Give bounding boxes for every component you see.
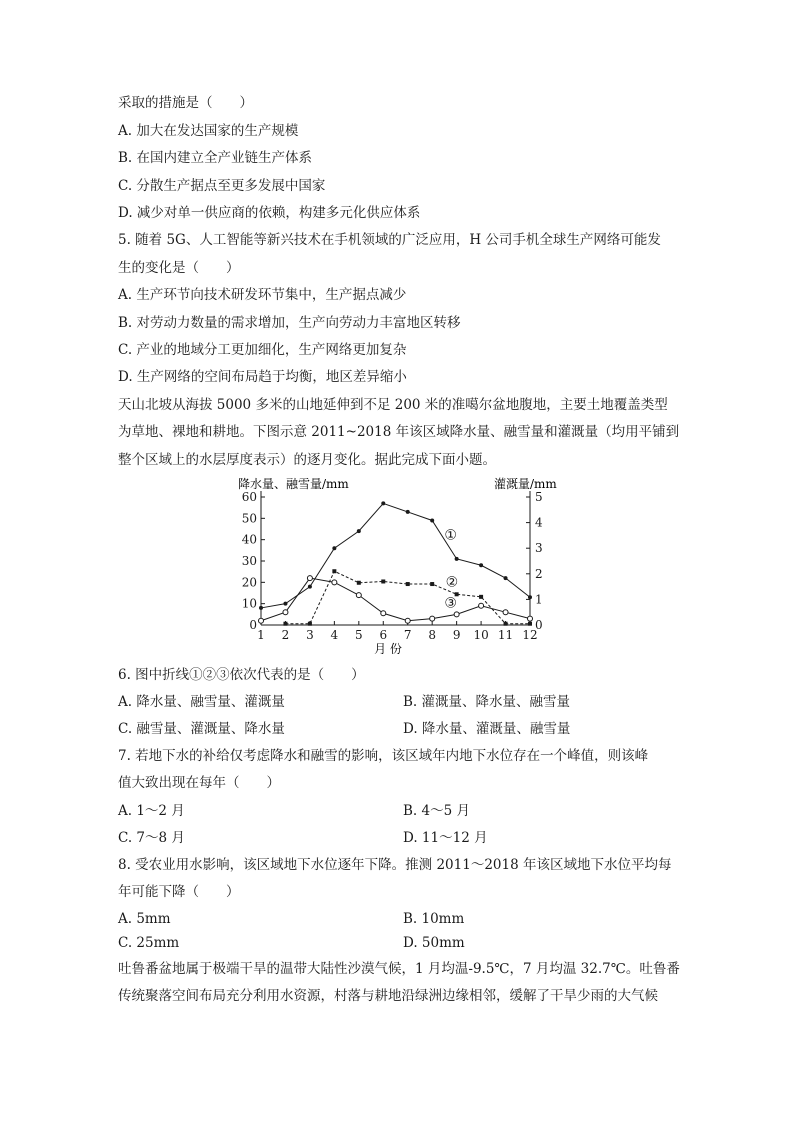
data-point bbox=[332, 546, 336, 550]
q5-option-a: A. 生产环节向技术研发环节集中，生产据点减少 bbox=[118, 287, 407, 303]
q6-option-c: C. 融雪量、灌溉量、降水量 bbox=[118, 721, 285, 737]
data-point bbox=[455, 557, 459, 561]
x-tick-label: 6 bbox=[379, 628, 388, 642]
q4-option-b: B. 在国内建立全产业链生产体系 bbox=[118, 150, 313, 166]
data-point bbox=[307, 576, 312, 581]
q6-option-b: B. 灌溉量、降水量、融雪量 bbox=[403, 694, 571, 710]
x-tick-label: 12 bbox=[522, 628, 538, 642]
data-point bbox=[504, 576, 508, 580]
x-axis-label: 月 份 bbox=[374, 642, 402, 656]
series-label: ① bbox=[444, 527, 457, 544]
x-tick-label: 5 bbox=[354, 628, 363, 642]
q5-option-c: C. 产业的地域分工更加细化，生产网络更加复杂 bbox=[118, 342, 407, 358]
data-point bbox=[308, 622, 312, 626]
y2-tick-label: 2 bbox=[535, 566, 543, 581]
data-point bbox=[479, 595, 483, 599]
data-point bbox=[259, 606, 263, 610]
q8-option-a: A. 5mm bbox=[118, 911, 171, 927]
series-line bbox=[261, 503, 530, 608]
q5-stem-line2: 生的变化是（ ） bbox=[118, 260, 240, 276]
x-tick-label: 10 bbox=[473, 628, 489, 642]
x-tick-label: 3 bbox=[306, 628, 314, 642]
data-point bbox=[357, 529, 361, 533]
q6-stem: 6. 图中折线①②③依次代表的是（ ） bbox=[118, 667, 365, 683]
intro-line3: 整个区域上的水层厚度表示）的逐月变化。据此完成下面小题。 bbox=[118, 452, 496, 468]
data-point bbox=[381, 611, 386, 616]
y2-tick-label: 4 bbox=[535, 515, 543, 530]
data-point bbox=[332, 580, 337, 585]
data-point bbox=[406, 510, 410, 514]
y2-tick-label: 5 bbox=[535, 490, 543, 504]
q5-option-b: B. 对劳动力数量的需求增加，生产向劳动力丰富地区转移 bbox=[118, 315, 461, 331]
data-point bbox=[357, 581, 361, 585]
data-point bbox=[430, 582, 434, 586]
chart-ticks bbox=[242, 490, 543, 642]
q7-stem-line2: 值大致出现在每年（ ） bbox=[118, 775, 280, 791]
data-point bbox=[283, 602, 287, 606]
data-point bbox=[528, 616, 533, 621]
y2-tick-label: 1 bbox=[535, 592, 543, 607]
data-point bbox=[503, 610, 508, 615]
x-tick-label: 4 bbox=[330, 628, 339, 642]
x-tick-label: 1 bbox=[257, 628, 265, 642]
data-point bbox=[405, 618, 410, 623]
q4-option-c: C. 分散生产据点至更多发展中国家 bbox=[118, 178, 326, 194]
x-tick-label: 8 bbox=[428, 628, 437, 642]
y-tick-label: 50 bbox=[241, 511, 257, 526]
y-tick-label: 30 bbox=[241, 554, 257, 568]
y2-axis-label: 灌溉量/mm bbox=[494, 477, 557, 491]
y-tick-label: 10 bbox=[241, 596, 257, 611]
y-tick-label: 60 bbox=[241, 490, 257, 504]
tail-line1: 吐鲁番盆地属于极端干旱的温带大陆性沙漠气候，1 月均温-9.5℃，7 月均温 32.7℃。吐鲁番 bbox=[118, 961, 680, 977]
x-tick-label: 7 bbox=[403, 628, 412, 642]
q6-option-a: A. 降水量、融雪量、灌溉量 bbox=[118, 694, 285, 710]
tail-line2: 传统聚落空间布局充分利用水资源，村落与耕地沿绿洲边缘相邻，缓解了干旱少雨的大气候 bbox=[118, 988, 658, 1004]
intro-line1: 天山北坡从海拔 5000 多米的山地延伸到不足 200 米的准噶尔盆地腹地，主要土地覆盖类型 bbox=[118, 397, 668, 413]
series-line bbox=[285, 571, 530, 623]
data-point bbox=[308, 585, 312, 589]
data-point bbox=[528, 595, 532, 599]
y-tick-label: 0 bbox=[249, 618, 257, 632]
q4-stem-tail: 采取的措施是（ ） bbox=[118, 95, 253, 111]
q8-stem-line2: 年可能下降（ ） bbox=[118, 884, 240, 900]
x-tick-label: 9 bbox=[452, 628, 461, 642]
q8-option-d: D. 50mm bbox=[403, 935, 465, 951]
chart-axes bbox=[261, 491, 530, 625]
data-point bbox=[406, 582, 410, 586]
q5-option-d: D. 生产网络的空间布局趋于均衡，地区差异缩小 bbox=[118, 369, 407, 385]
x-tick-label: 11 bbox=[497, 628, 514, 642]
line-chart bbox=[228, 472, 568, 662]
data-point bbox=[332, 569, 336, 573]
q5-stem-line1: 5. 随着 5G、人工智能等新兴技术在手机领域的广泛应用，H 公司手机全球生产网络可能发 bbox=[118, 232, 661, 248]
data-point bbox=[381, 579, 385, 583]
chart-series bbox=[259, 501, 533, 625]
q7-option-c: C. 7～8 月 bbox=[118, 830, 185, 846]
data-point bbox=[479, 603, 484, 608]
q8-option-c: C. 25mm bbox=[118, 935, 180, 951]
y-tick-label: 40 bbox=[241, 532, 257, 547]
data-point bbox=[430, 518, 434, 522]
data-point bbox=[504, 622, 508, 626]
y-axis-label: 降水量、融雪量/mm bbox=[238, 477, 349, 491]
q4-option-d: D. 减少对单一供应商的依赖，构建多元化供应体系 bbox=[118, 205, 421, 221]
data-point bbox=[528, 622, 532, 626]
y2-tick-label: 3 bbox=[535, 541, 543, 556]
x-tick-label: 2 bbox=[281, 628, 290, 642]
q8-stem-line1: 8. 受农业用水影响，该区域地下水位逐年下降。推测 2011～2018 年该区域地下水位平均每 bbox=[118, 857, 672, 873]
q7-option-d: D. 11～12 月 bbox=[403, 830, 488, 846]
q8-option-b: B. 10mm bbox=[403, 911, 465, 927]
series-label: ③ bbox=[444, 595, 457, 612]
data-point bbox=[381, 501, 385, 505]
data-point bbox=[430, 616, 435, 621]
data-point bbox=[259, 618, 264, 623]
q7-option-b: B. 4～5 月 bbox=[403, 803, 470, 819]
data-point bbox=[356, 593, 361, 598]
data-point bbox=[479, 563, 483, 567]
data-point bbox=[283, 622, 287, 626]
q7-option-a: A. 1～2 月 bbox=[118, 803, 185, 819]
series-label: ② bbox=[445, 574, 459, 591]
q6-option-d: D. 降水量、灌溉量、融雪量 bbox=[403, 721, 571, 737]
q7-stem-line1: 7. 若地下水的补给仅考虑降水和融雪的影响，该区域年内地下水位存在一个峰值，则该峰 bbox=[118, 748, 649, 764]
y2-tick-label: 0 bbox=[535, 618, 543, 632]
data-point bbox=[454, 612, 459, 617]
q4-option-a: A. 加大在发达国家的生产规模 bbox=[118, 123, 299, 139]
series-line bbox=[261, 578, 530, 621]
data-point bbox=[283, 610, 288, 615]
y-tick-label: 20 bbox=[241, 575, 257, 590]
intro-line2: 为草地、裸地和耕地。下图示意 2011~2018 年该区域降水量、融雪量和灌溉量（均用平铺到 bbox=[118, 424, 680, 440]
